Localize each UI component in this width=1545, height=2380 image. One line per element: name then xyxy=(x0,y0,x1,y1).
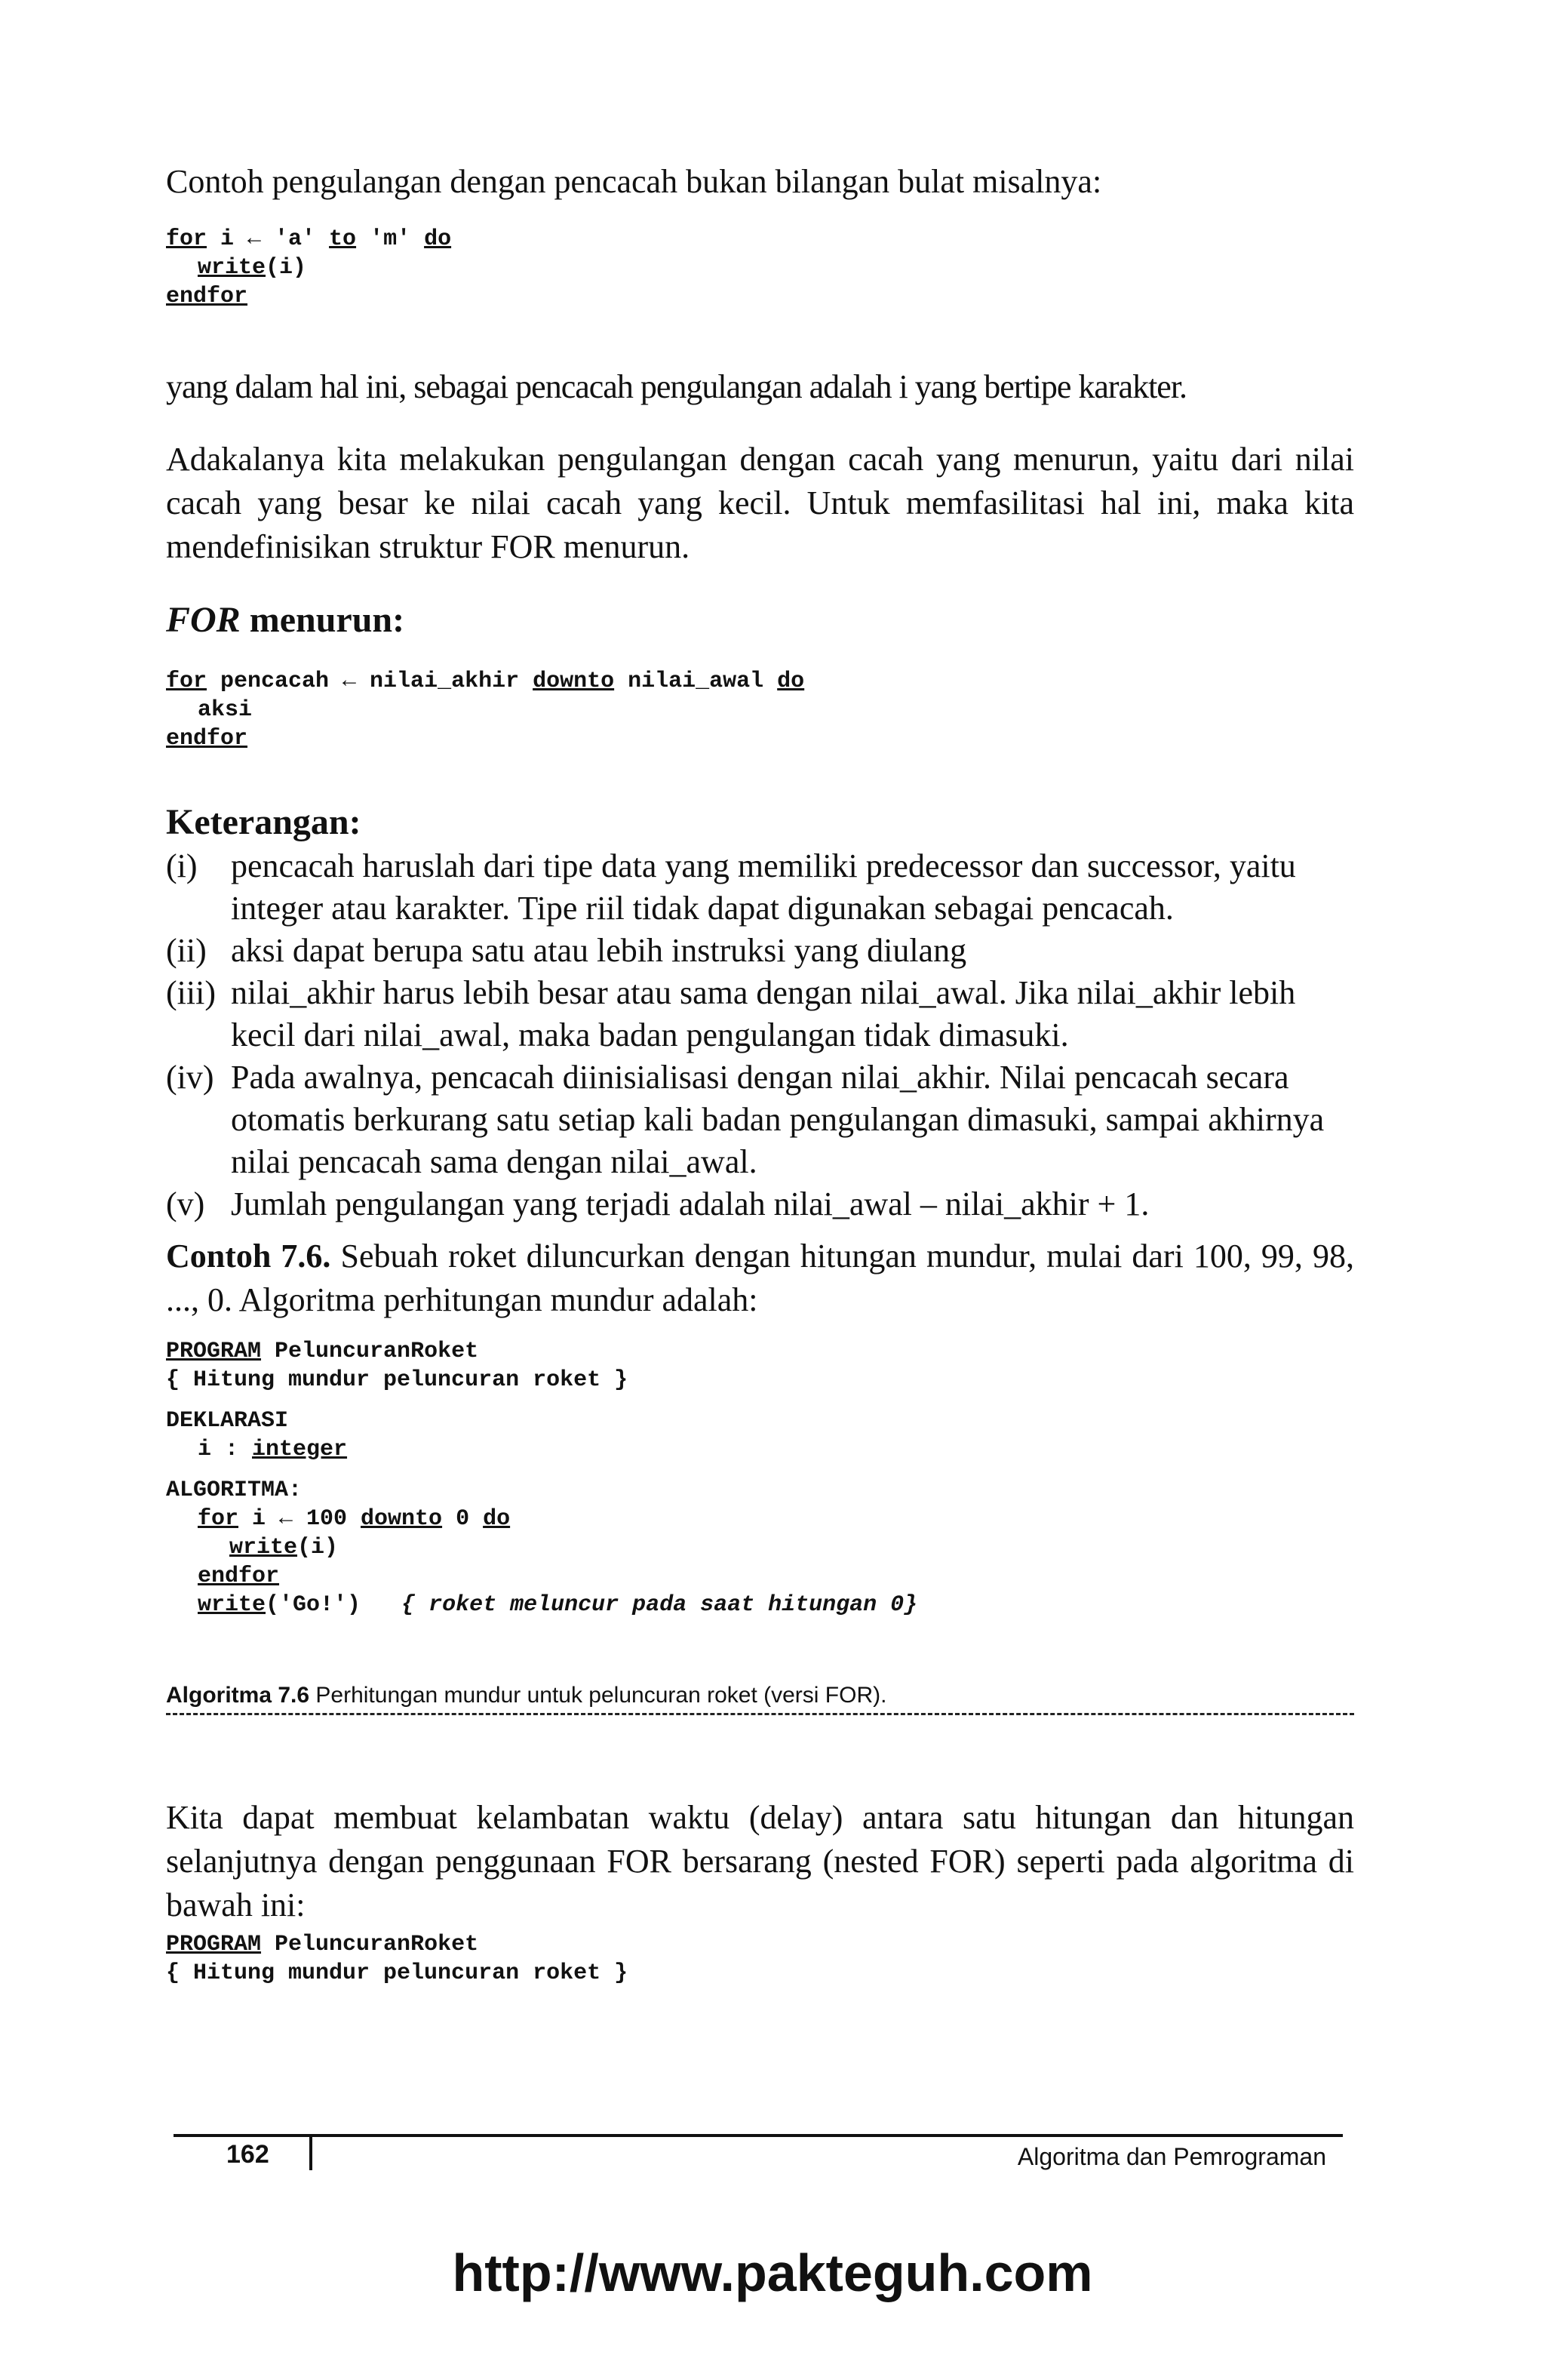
code-example-2 xyxy=(166,667,1354,753)
keyword-endfor: endfor xyxy=(198,1564,280,1589)
para1-block xyxy=(166,365,1354,409)
para2-block xyxy=(166,438,1354,569)
note-item-i xyxy=(166,845,1354,930)
code-text: (i) xyxy=(266,255,307,281)
algo1-algoritma: ALGORITMA: xyxy=(166,1478,303,1503)
note-item-ii xyxy=(166,930,1354,972)
code1-line1 xyxy=(166,225,1354,254)
book-title: Algoritma dan Pemrograman xyxy=(1017,2143,1326,2170)
footer-separator xyxy=(309,2136,312,2170)
note-text: aksi dapat berupa satu atau lebih instruksi yang diulang xyxy=(231,932,967,969)
code2-line2: aksi xyxy=(198,697,253,723)
keyword-program: PROGRAM xyxy=(166,1932,262,1957)
note-item-iii xyxy=(166,972,1354,1056)
algo1-for-line xyxy=(166,1505,1354,1533)
note-text: nilai_akhir harus lebih besar atau sama dengan nilai_awal. Jika nilai_akhir lebih kecil dari nilai_awal, maka badan pengulangan tidak dimasuki. xyxy=(231,974,1296,1053)
keterangan-heading: Keterangan: xyxy=(166,802,361,842)
code-text: nilai_awal xyxy=(614,669,778,694)
keyword-for: for xyxy=(198,1506,239,1532)
keterangan-section xyxy=(166,800,1354,1225)
algorithm-caption xyxy=(166,1683,1354,1715)
heading-rest: menurun: xyxy=(240,600,405,640)
code-text: ('Go!') xyxy=(266,1592,361,1618)
code1-line3 xyxy=(166,282,1354,311)
code2-line3 xyxy=(166,724,1354,753)
program-name: PeluncuranRoket xyxy=(261,1339,479,1364)
code2-line1 xyxy=(166,667,1354,696)
note-number: (v) xyxy=(166,1185,205,1222)
keyword-write: write xyxy=(198,255,266,281)
decl-var: i : xyxy=(198,1437,253,1462)
code-text: 'm' xyxy=(356,226,425,252)
para3-text: Kita dapat membuat kelambatan waktu (delay) antara satu hitungan dan hitungan selanjutnya dengan penggunaan FOR bersarang (nested FOR) seperti pada algoritma di bawah ini: xyxy=(166,1799,1354,1923)
code1-line2 xyxy=(166,254,1354,282)
keyword-for: for xyxy=(166,226,207,252)
algo1-write-go-line xyxy=(166,1591,1354,1619)
page-number: 162 xyxy=(226,2140,269,2169)
para3-block xyxy=(166,1796,1354,1927)
code-example-1 xyxy=(166,225,1354,311)
heading-italic: FOR xyxy=(166,600,241,640)
note-number: (i) xyxy=(166,847,198,884)
decl-type: integer xyxy=(252,1437,348,1462)
contoh-7-6-block xyxy=(166,1235,1354,1322)
code-comment: { roket meluncur pada saat hitungan 0} xyxy=(401,1592,918,1618)
algo1-write-line xyxy=(166,1533,1354,1562)
code-text: i ← 'a' xyxy=(207,226,330,252)
algo1-endfor-line xyxy=(166,1562,1354,1591)
keyword-program: PROGRAM xyxy=(166,1339,262,1364)
caption-label: Algoritma 7.6 xyxy=(166,1683,310,1708)
contoh-text: Sebuah roket diluncurkan dengan hitungan mundur, mulai dari 100, 99, 98, ..., 0. Algoritma perhitungan mundur adalah: xyxy=(166,1238,1354,1318)
intro-block xyxy=(166,160,1354,204)
algo1-decl-line xyxy=(166,1435,1354,1464)
keyword-do: do xyxy=(424,226,452,252)
keyword-for: for xyxy=(166,669,207,694)
para2-text: Adakalanya kita melakukan pengulangan dengan cacah yang menurun, yaitu dari nilai cacah yang besar ke nilai cacah yang kecil. Untuk memfasilitasi hal ini, maka kita mendefinisikan struktur FOR menurun. xyxy=(166,441,1354,565)
keyword-do: do xyxy=(483,1506,511,1532)
intro-text: Contoh pengulangan dengan pencacah bukan bilangan bulat misalnya: xyxy=(166,163,1102,200)
keyword-downto: downto xyxy=(533,669,615,694)
code-text: 0 xyxy=(442,1506,484,1532)
code-text: (i) xyxy=(297,1535,339,1561)
code-text: pencacah ← nilai_akhir xyxy=(207,669,533,694)
algorithm-nested-code xyxy=(166,1930,1354,1988)
keyword-write: write xyxy=(229,1535,298,1561)
footer-rule xyxy=(174,2134,1343,2137)
code-text: i ← 100 xyxy=(238,1506,361,1532)
algo1-deklarasi: DEKLARASI xyxy=(166,1408,289,1434)
keyword-to: to xyxy=(329,226,357,252)
note-text: pencacah haruslah dari tipe data yang memiliki predecessor dan successor, yaitu integer atau karakter. Tipe riil tidak dapat digunakan sebagai pencacah. xyxy=(231,847,1296,927)
caption-text: Perhitungan mundur untuk peluncuran roket (versi FOR). xyxy=(309,1683,887,1708)
para1-text: yang dalam hal ini, sebagai pencacah pengulangan adalah i yang bertipe karakter. xyxy=(166,368,1187,405)
note-text: Jumlah pengulangan yang terjadi adalah nilai_awal – nilai_akhir + 1. xyxy=(231,1185,1150,1222)
note-item-iv xyxy=(166,1056,1354,1183)
for-menurun-heading xyxy=(166,598,1354,643)
keyword-downto: downto xyxy=(361,1506,443,1532)
note-text: Pada awalnya, pencacah diinisialisasi dengan nilai_akhir. Nilai pencacah secara otomatis berkurang satu setiap kali badan pengulangan dimasuki, sampai akhirnya nilai pencacah sama dengan nilai_awal. xyxy=(231,1059,1325,1180)
algo2-program-line xyxy=(166,1930,1354,1959)
note-number: (ii) xyxy=(166,932,207,969)
note-number: (iii) xyxy=(166,974,216,1011)
program-name: PeluncuranRoket xyxy=(261,1932,479,1957)
keyword-write: write xyxy=(198,1592,266,1618)
keyword-do: do xyxy=(777,669,805,694)
algorithm-7-6-code xyxy=(166,1337,1354,1619)
algo1-program-line xyxy=(166,1337,1354,1366)
keyword-endfor: endfor xyxy=(166,284,248,309)
keyword-endfor: endfor xyxy=(166,726,248,752)
note-number: (iv) xyxy=(166,1059,214,1096)
algo2-comment: { Hitung mundur peluncuran roket } xyxy=(166,1960,628,1986)
algo1-comment: { Hitung mundur peluncuran roket } xyxy=(166,1367,628,1393)
note-item-v xyxy=(166,1183,1354,1225)
watermark-url: http://www.pakteguh.com xyxy=(452,2243,1093,2302)
contoh-label: Contoh 7.6. xyxy=(166,1238,331,1275)
